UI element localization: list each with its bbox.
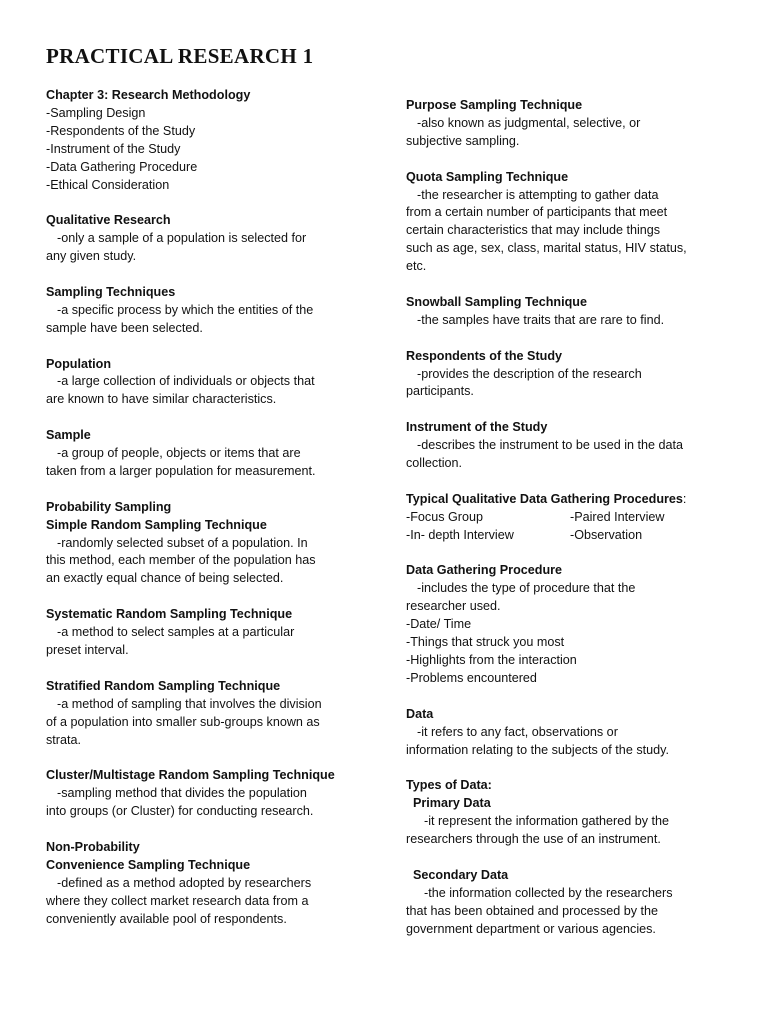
definition-line: conveniently available pool of respondents.: [46, 911, 287, 926]
chapter-item: -Ethical Consideration: [46, 177, 170, 192]
typical-procedures-section: [406, 491, 724, 545]
systematic-section: [46, 606, 376, 660]
section-heading: Purpose Sampling Technique: [406, 98, 583, 112]
definition-line: researcher used.: [406, 599, 501, 614]
definition-line: where they collect market research data from a: [46, 893, 309, 908]
section-heading: Non-Probability: [46, 839, 140, 854]
definition-line: sample have been selected.: [46, 320, 203, 335]
definition-line: participants.: [406, 384, 474, 399]
techniques-section: [46, 284, 376, 338]
section-subheading: Simple Random Sampling Technique: [46, 517, 267, 532]
section-heading: Sample: [46, 428, 91, 443]
section-heading: Stratified Random Sampling Technique: [46, 678, 281, 693]
cluster-section: [46, 767, 376, 821]
left-column: [46, 87, 376, 946]
snowball-section: [406, 294, 724, 330]
definition-line: -sampling method that divides the population: [57, 786, 307, 801]
section-heading: Snowball Sampling Technique: [406, 294, 587, 309]
purpose-section: [406, 97, 724, 151]
chapter-item: -Respondents of the Study: [46, 123, 196, 138]
section-heading: Data Gathering Procedure: [406, 563, 563, 578]
section-heading: Cluster/Multistage Random Sampling Technique: [46, 768, 335, 783]
procedure-item: -Observation: [570, 527, 643, 542]
heading-colon: :: [682, 491, 687, 506]
section-heading: Instrument of the Study: [406, 420, 548, 435]
section-heading: Sampling Techniques: [46, 284, 176, 299]
definition-line: -the information collected by the researchers: [424, 885, 673, 900]
section-heading: Data: [406, 706, 434, 721]
definition-line: information relating to the subjects of the study.: [406, 742, 669, 757]
section-heading: Systematic Random Sampling Technique: [46, 607, 293, 622]
qualitative-section: [46, 212, 376, 266]
procedure-pair: [406, 509, 724, 527]
definition-line: of a population into smaller sub-groups known as: [46, 714, 320, 729]
definition-line: -a specific process by which the entities of the: [57, 302, 314, 317]
section-heading: Population: [46, 356, 112, 371]
definition-line: etc.: [406, 259, 427, 274]
section-subheading: Convenience Sampling Technique: [46, 857, 251, 872]
definition-line: such as age, sex, class, marital status, HIV status,: [406, 241, 687, 256]
section-heading: Typical Qualitative Data Gathering Procedures: [406, 491, 683, 506]
section-heading: Types of Data:: [406, 778, 492, 793]
data-section: [406, 706, 724, 760]
definition-line: this method, each member of the population has: [46, 553, 316, 568]
definition-line: that has been obtained and processed by the: [406, 903, 659, 918]
definition-line: preset interval.: [46, 643, 129, 657]
section-heading-row: [406, 491, 724, 509]
definition-line: -includes the type of procedure that the: [417, 581, 636, 596]
definition-line: -randomly selected subset of a population. In: [57, 535, 308, 550]
definition-line: -the researcher is attempting to gather data: [417, 187, 659, 202]
quota-section: [406, 169, 724, 276]
section-heading: Quota Sampling Technique: [406, 169, 569, 184]
definition-line: -provides the description of the research: [417, 366, 642, 381]
definition-line: strata.: [46, 732, 81, 747]
definition-line: -describes the instrument to be used in the data: [417, 438, 684, 453]
procedure-section: [406, 562, 724, 687]
procedure-list-item: -Date/ Time: [406, 617, 472, 632]
instrument-section: [406, 419, 724, 473]
definition-line: certain characteristics that may include things: [406, 223, 661, 238]
procedure-item: -In- depth Interview: [406, 527, 514, 542]
definition-line: -it refers to any fact, observations or: [417, 724, 618, 739]
chapter-item: -Instrument of the Study: [46, 141, 181, 156]
types-of-data-section: [406, 777, 724, 849]
page-title: PRACTICAL RESEARCH 1: [46, 44, 314, 68]
population-section: [46, 356, 376, 410]
definition-line: into groups (or Cluster) for conducting research.: [46, 804, 314, 819]
definition-line: government department or various agencies.: [406, 921, 656, 936]
sample-section: [46, 427, 376, 481]
section-heading: Qualitative Research: [46, 213, 171, 228]
procedure-pair: [406, 527, 724, 545]
definition-line: -defined as a method adopted by researchers: [57, 875, 312, 890]
procedure-list-item: -Problems encountered: [406, 670, 537, 685]
nonprobability-section: [46, 839, 376, 929]
definition-line: -a method to select samples at a particular: [57, 625, 295, 640]
definition-line: -a large collection of individuals or objects that: [57, 374, 315, 389]
definition-line: any given study.: [46, 249, 137, 264]
chapter-section: [46, 87, 376, 194]
procedure-list-item: -Things that struck you most: [406, 635, 565, 650]
definition-line: -only a sample of a population is selected for: [57, 231, 307, 246]
definition-line: an exactly equal chance of being selected.: [46, 571, 284, 586]
probability-section: [46, 499, 376, 589]
definition-line: from a certain number of participants that meet: [406, 205, 668, 220]
definition-line: -it represent the information gathered by the: [424, 814, 670, 829]
procedure-item: -Paired Interview: [570, 509, 665, 524]
definition-line: researchers through the use of an instrument.: [406, 832, 661, 847]
procedure-list-item: -Highlights from the interaction: [406, 653, 577, 667]
definition-line: collection.: [406, 456, 463, 471]
procedure-item: -Focus Group: [406, 509, 483, 524]
right-column: [406, 97, 724, 956]
definition-line: subjective sampling.: [406, 133, 520, 148]
section-heading: Probability Sampling: [46, 499, 172, 514]
definition-line: -also known as judgmental, selective, or: [417, 115, 641, 130]
definition-line: -the samples have traits that are rare to find.: [417, 312, 665, 327]
stratified-section: [46, 678, 376, 750]
respondents-section: [406, 348, 724, 402]
definition-line: -a group of people, objects or items that are: [57, 446, 301, 461]
definition-line: taken from a larger population for measurement.: [46, 463, 316, 478]
chapter-item: -Sampling Design: [46, 105, 146, 120]
secondary-data-heading: Secondary Data: [413, 867, 509, 882]
chapter-heading: Chapter 3: Research Methodology: [46, 88, 251, 102]
secondary-data-section: [406, 867, 724, 939]
definition-line: -a method of sampling that involves the division: [57, 696, 322, 711]
definition-line: are known to have similar characteristics.: [46, 392, 277, 407]
primary-data-heading: Primary Data: [413, 796, 491, 811]
section-heading: Respondents of the Study: [406, 348, 563, 363]
chapter-item: -Data Gathering Procedure: [46, 159, 198, 174]
